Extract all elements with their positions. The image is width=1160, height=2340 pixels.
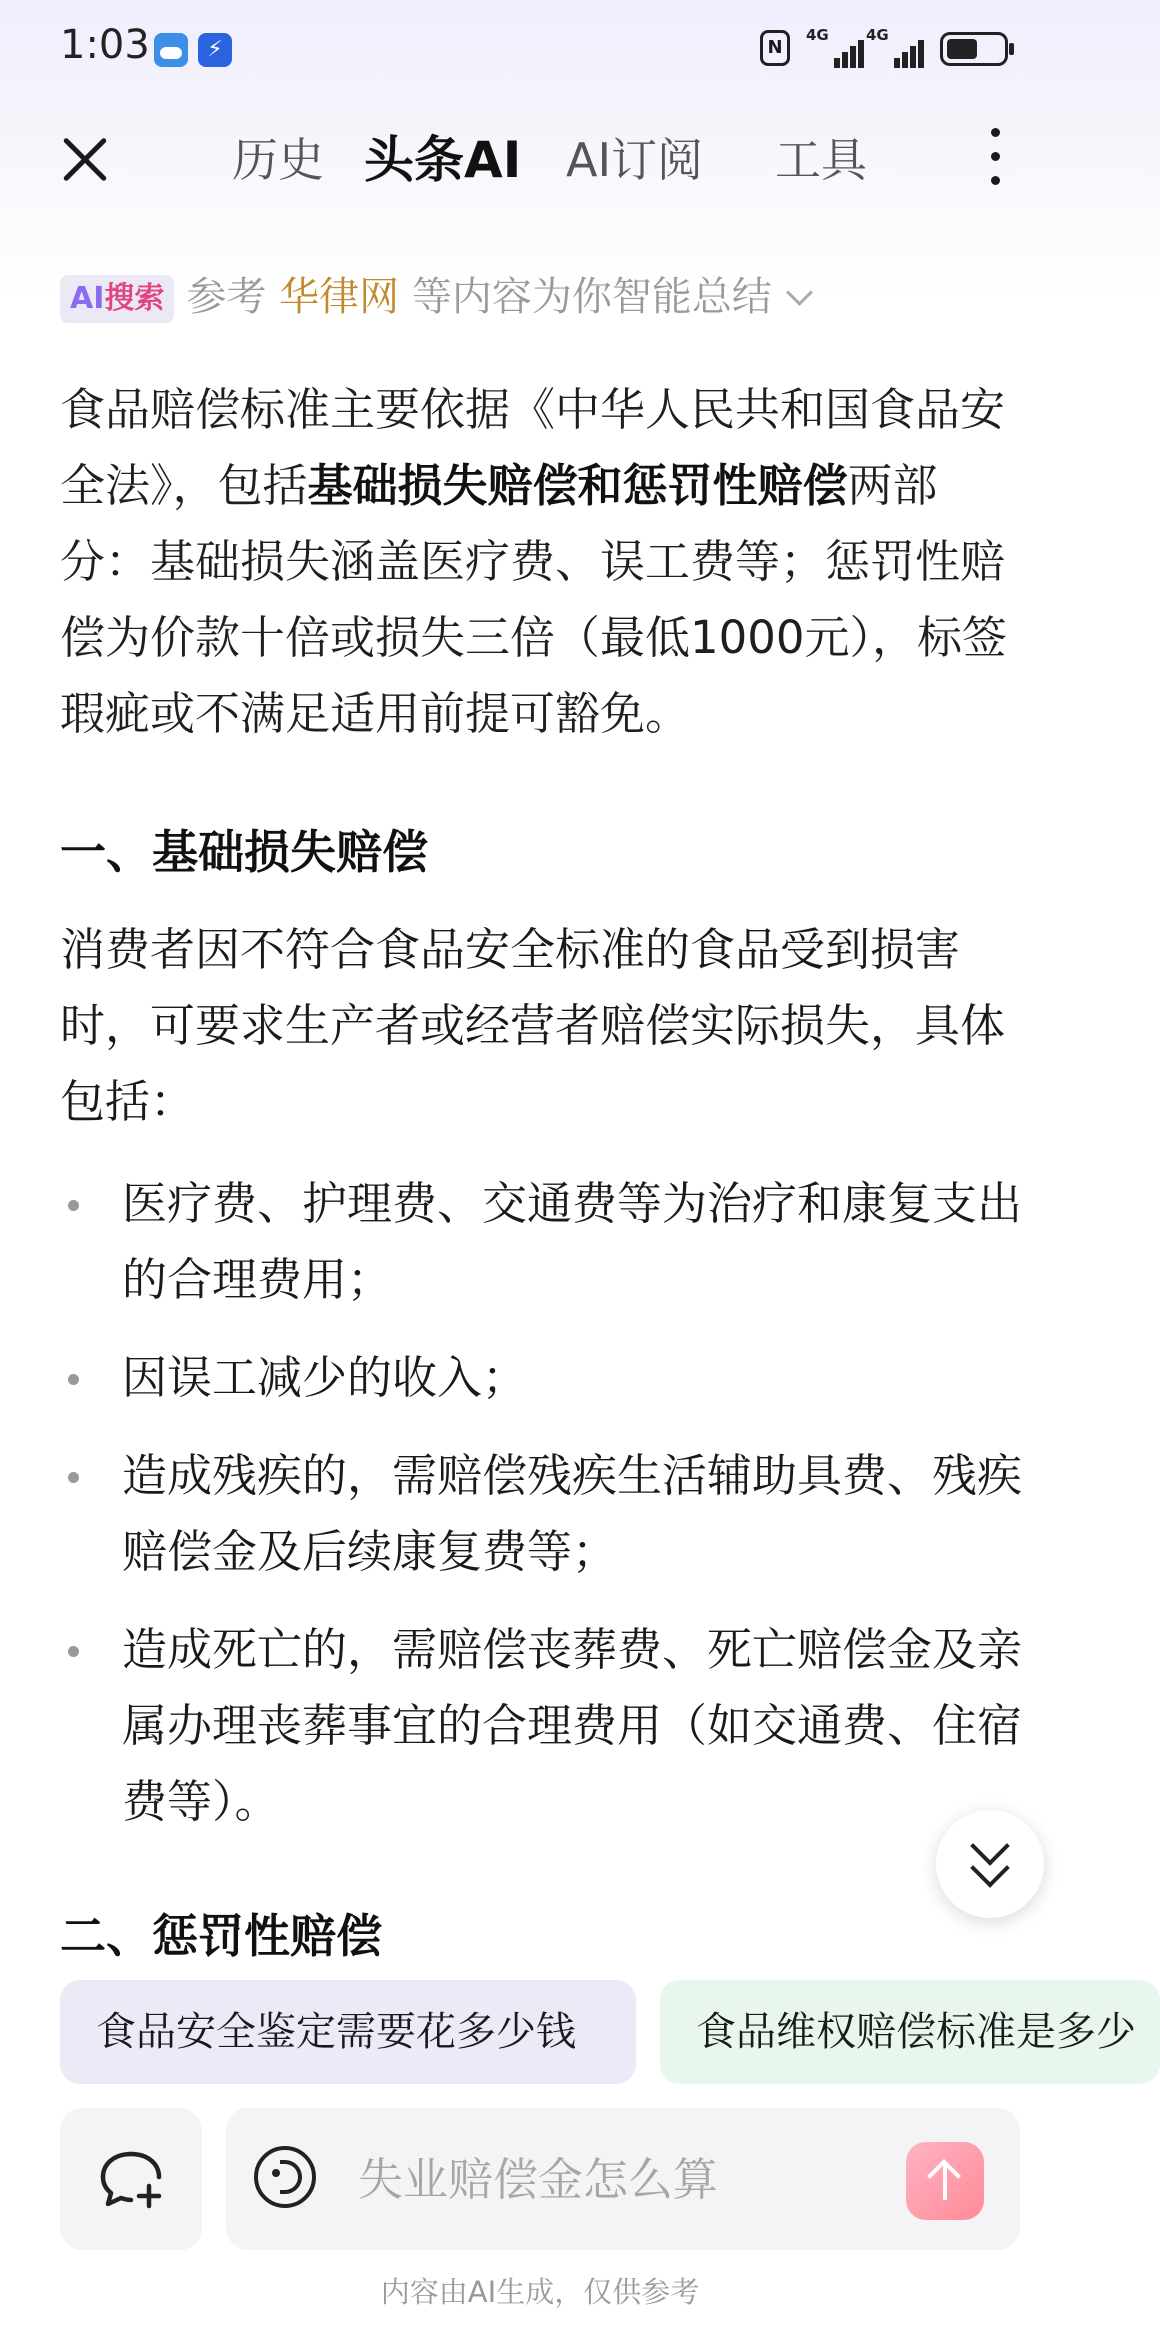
source-summary-line[interactable] [60, 265, 809, 321]
scroll-down-button[interactable] [936, 1810, 1044, 1918]
intro-bold-text: 基础损失赔偿和惩罚性赔偿 [307, 459, 848, 512]
section-body-1: 消费者因不符合食品安全标准的食品受到损害时，可要求生产者或经营者赔偿实际损失，具体包括： [60, 923, 1006, 1128]
nfc-icon: N [760, 30, 790, 66]
list-item: 造成死亡的，需赔偿丧葬费、死亡赔偿金及亲属办理丧葬事宜的合理费用（如交通费、住宿费等）。 [60, 1612, 1022, 1840]
network-type-1: 4G [806, 26, 829, 44]
answer-intro [60, 372, 1022, 752]
new-chat-button[interactable] [60, 2108, 202, 2250]
chat-input[interactable] [358, 2142, 838, 2216]
tab-tools[interactable]: 工具 [775, 133, 867, 187]
suggestion-chip[interactable]: 食品维权赔偿标准是多少 [660, 1980, 1160, 2084]
source-suffix: 等内容为你智能总结 [411, 274, 772, 320]
list-item: 因误工减少的收入； [60, 1340, 1022, 1416]
ai-disclaimer: 内容由AI生成，仅供参考 [380, 2275, 700, 2309]
status-time: 1:03 [60, 22, 150, 68]
section-title-1: 一、基础损失赔偿 [60, 825, 428, 879]
chat-input-box[interactable] [226, 2108, 1020, 2250]
list-item: 医疗费、护理费、交通费等为治疗和康复支出的合理费用； [60, 1166, 1022, 1318]
weather-icon [154, 33, 188, 67]
source-prefix: 参考 [186, 274, 267, 320]
suggestion-chip[interactable]: 食品安全鉴定需要花多少钱 [60, 1980, 636, 2084]
tab-ai-subscribe[interactable]: AI订阅 [566, 133, 704, 187]
send-button[interactable] [906, 2142, 984, 2220]
battery-level [947, 39, 977, 59]
tab-toutiao-ai[interactable]: 头条AI [364, 131, 522, 189]
arrow-up-icon [943, 2162, 947, 2200]
more-options-icon[interactable] [975, 122, 1015, 192]
section-title-2: 二、惩罚性赔偿 [60, 1909, 382, 1963]
intro-text-2: 两部分：基础损失涵盖医疗费、误工费等；惩罚性赔偿为价款十倍或损失三倍（最低1000元），标签瑕疵或不满足适用前提可豁免。 [60, 459, 1008, 740]
status-bar [0, 0, 1080, 100]
list-item: 造成残疾的，需赔偿残疾生活辅助具费、残疾赔偿金及后续康复费等； [60, 1438, 1022, 1590]
source-site-link[interactable]: 华律网 [279, 274, 400, 320]
tab-history[interactable]: 历史 [232, 133, 324, 187]
app-notification-icon: ⚡ [198, 33, 232, 67]
battery-icon [940, 32, 1008, 66]
voice-input-icon[interactable] [254, 2146, 316, 2208]
intro-text-1: 食品赔偿标准主要依据《中华人民共和国食品安全法》，包括 [60, 383, 1006, 512]
ai-search-badge: AI搜索 [60, 275, 174, 323]
network-type-2: 4G [866, 26, 889, 44]
signal-2-icon [866, 26, 926, 70]
close-icon[interactable] [50, 125, 120, 195]
signal-1-icon [806, 26, 866, 70]
new-chat-icon [98, 2148, 164, 2210]
loss-items-list [60, 1166, 1022, 1862]
chevron-down-icon[interactable] [786, 279, 813, 306]
